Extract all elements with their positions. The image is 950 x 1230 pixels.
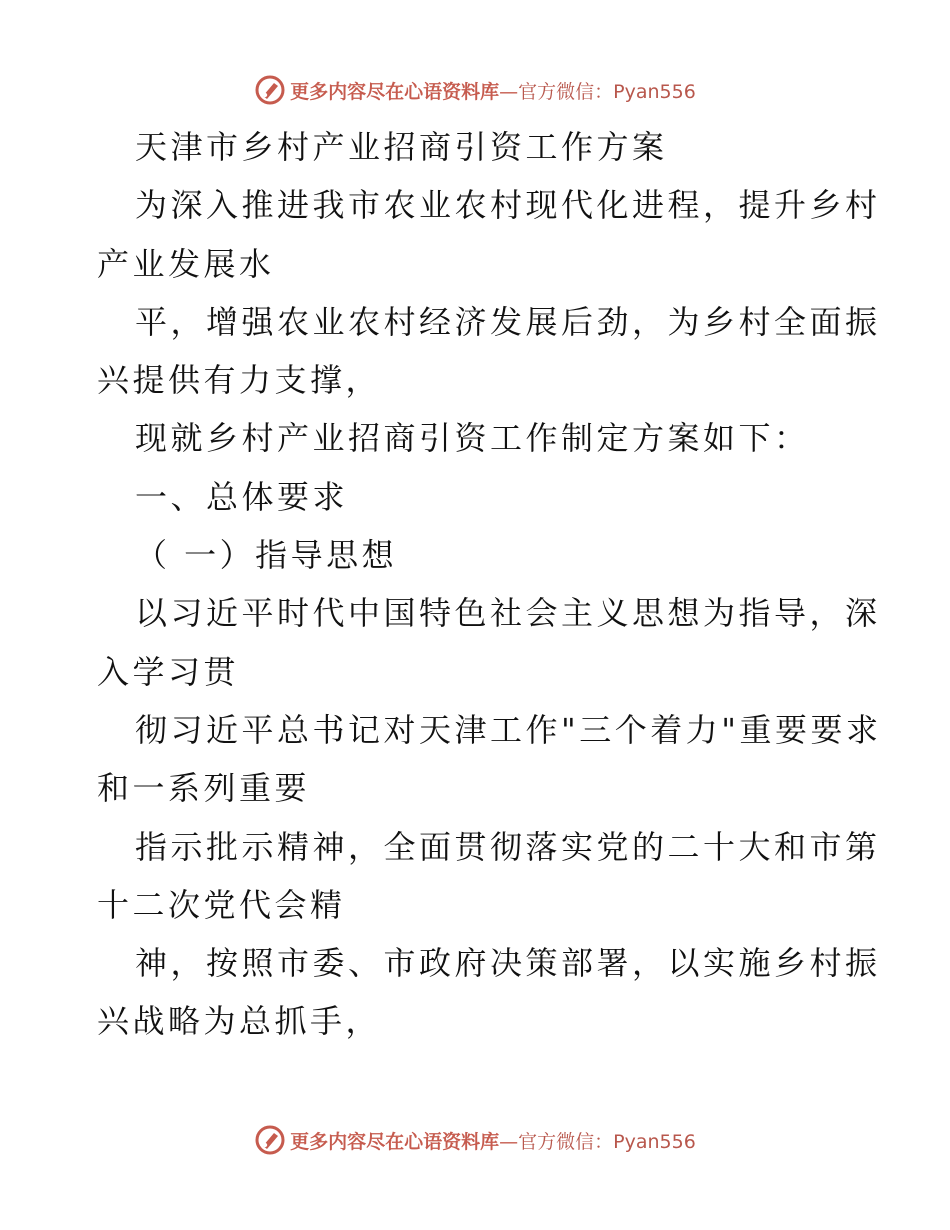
- banner-wechat: 官方微信：Pyan556: [518, 1130, 696, 1153]
- paragraph-line: 兴战略为总抓手，: [97, 1002, 382, 1041]
- paragraph-line: 和一系列重要: [97, 769, 311, 808]
- banner-dash: —: [499, 80, 519, 103]
- paragraph-line: 十二次党代会精: [97, 885, 346, 924]
- document-title: 天津市乡村产业招商引资工作方案: [135, 128, 668, 166]
- paragraph-line: 以习近平时代中国特色社会主义思想为指导，深: [135, 594, 881, 633]
- footer-banner: [0, 1120, 950, 1160]
- header-banner: [0, 70, 950, 110]
- paragraph-line: 现就乡村产业招商引资工作制定方案如下：: [135, 419, 810, 458]
- banner-wechat: 官方微信：Pyan556: [518, 80, 696, 103]
- seal-logo-icon: [254, 1124, 286, 1156]
- paragraph-line: 入学习贯: [97, 652, 240, 691]
- banner-slogan: 更多内容尽在心语资料库: [290, 80, 500, 103]
- subsection-heading: （ 一）指导思想: [135, 536, 398, 575]
- section-heading: 一、总体要求: [135, 477, 349, 516]
- paragraph-line: 产业发展水: [97, 244, 275, 283]
- banner-text: [290, 77, 696, 104]
- paragraph-line: 指示批示精神，全面贯彻落实党的二十大和市第: [135, 827, 881, 866]
- banner-text: [290, 1127, 696, 1154]
- banner-slogan: 更多内容尽在心语资料库: [290, 1130, 500, 1153]
- seal-logo-icon: [254, 74, 286, 106]
- paragraph-line: 平，增强农业农村经济发展后劲，为乡村全面振: [135, 302, 881, 341]
- paragraph-line: 彻习近平总书记对天津工作"三个着力"重要要求: [135, 710, 882, 749]
- banner-dash: —: [499, 1130, 519, 1153]
- paragraph-line: 神，按照市委、市政府决策部署，以实施乡村振: [135, 944, 881, 983]
- paragraph-line: 兴提供有力支撑，: [97, 361, 382, 400]
- paragraph-line: 为深入推进我市农业农村现代化进程，提升乡村: [135, 186, 881, 225]
- document-body: [97, 118, 882, 1051]
